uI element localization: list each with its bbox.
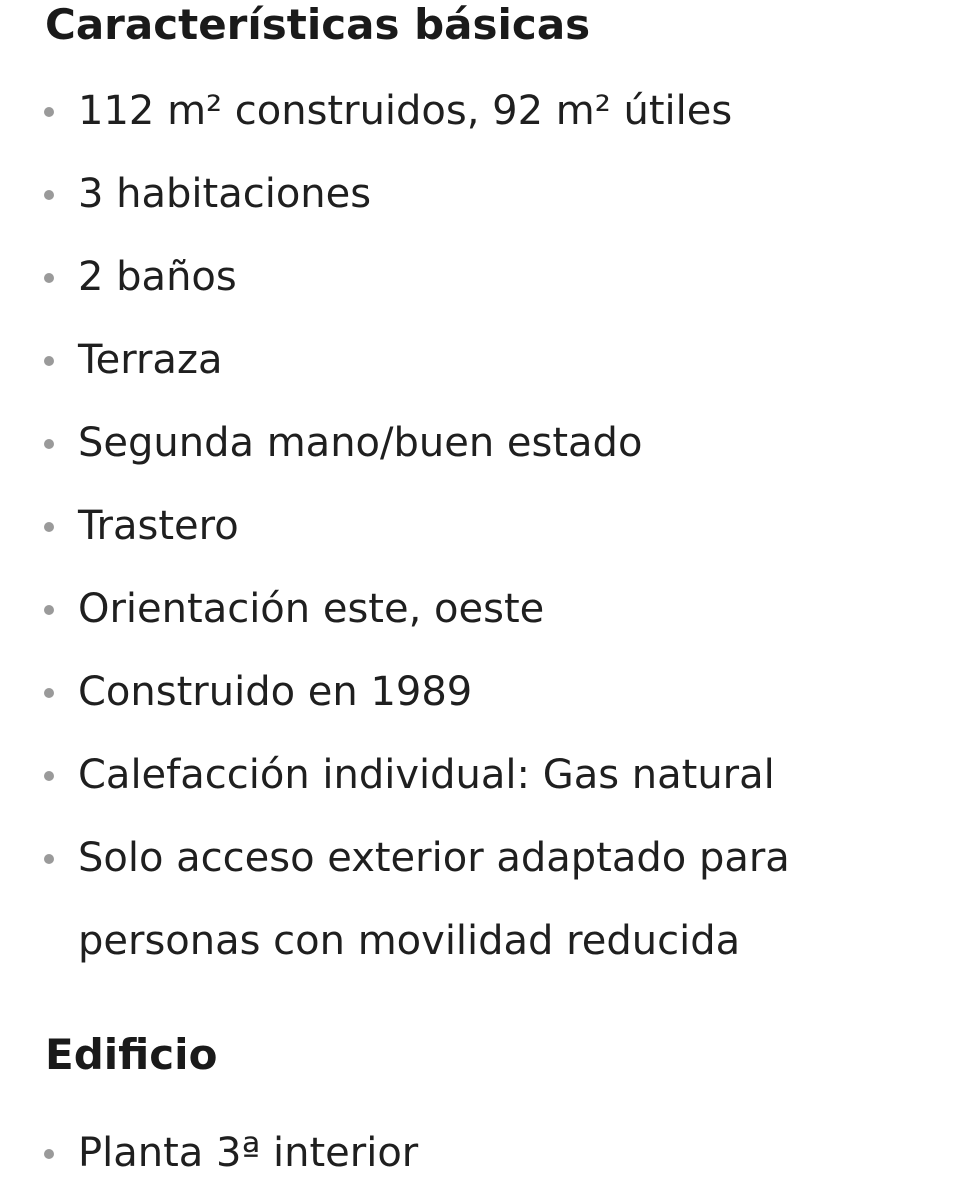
list-item-label: Trastero	[78, 503, 239, 549]
list-item	[0, 153, 974, 236]
list-item-label: Terraza	[78, 337, 223, 383]
feature-list-caracteristicas-basicas	[0, 70, 974, 983]
list-item	[0, 319, 974, 402]
bullet-dot-icon	[44, 605, 54, 615]
list-item	[0, 651, 974, 734]
list-item	[0, 402, 974, 485]
list-item	[0, 70, 974, 153]
list-item	[0, 485, 974, 568]
section-title-edificio: Edificio	[45, 1030, 218, 1079]
list-item-label: Calefacción individual: Gas natural	[78, 752, 775, 798]
bullet-dot-icon	[44, 356, 54, 366]
bullet-dot-icon	[44, 107, 54, 117]
bullet-dot-icon	[44, 1149, 54, 1159]
list-item	[0, 817, 974, 983]
list-item-label: 2 baños	[78, 254, 237, 300]
list-item-label: Orientación este, oeste	[78, 586, 545, 632]
bullet-dot-icon	[44, 522, 54, 532]
bullet-dot-icon	[44, 854, 54, 864]
list-item-label: Solo acceso exterior adaptado para personas con movilidad reducida	[78, 835, 790, 964]
list-item	[0, 734, 974, 817]
bullet-dot-icon	[44, 688, 54, 698]
bullet-dot-icon	[44, 190, 54, 200]
list-item-label: Construido en 1989	[78, 669, 473, 715]
list-item-label: 3 habitaciones	[78, 171, 372, 217]
bullet-dot-icon	[44, 771, 54, 781]
list-item	[0, 236, 974, 319]
list-item-label: Planta 3ª interior	[78, 1130, 419, 1176]
list-item	[0, 1112, 974, 1195]
feature-list-edificio	[0, 1112, 974, 1195]
list-item-label: Segunda mano/buen estado	[78, 420, 643, 466]
list-item-label: 112 m² construidos, 92 m² útiles	[78, 88, 733, 134]
section-title-caracteristicas-basicas: Características básicas	[45, 0, 591, 49]
bullet-dot-icon	[44, 439, 54, 449]
bullet-dot-icon	[44, 273, 54, 283]
list-item	[0, 568, 974, 651]
